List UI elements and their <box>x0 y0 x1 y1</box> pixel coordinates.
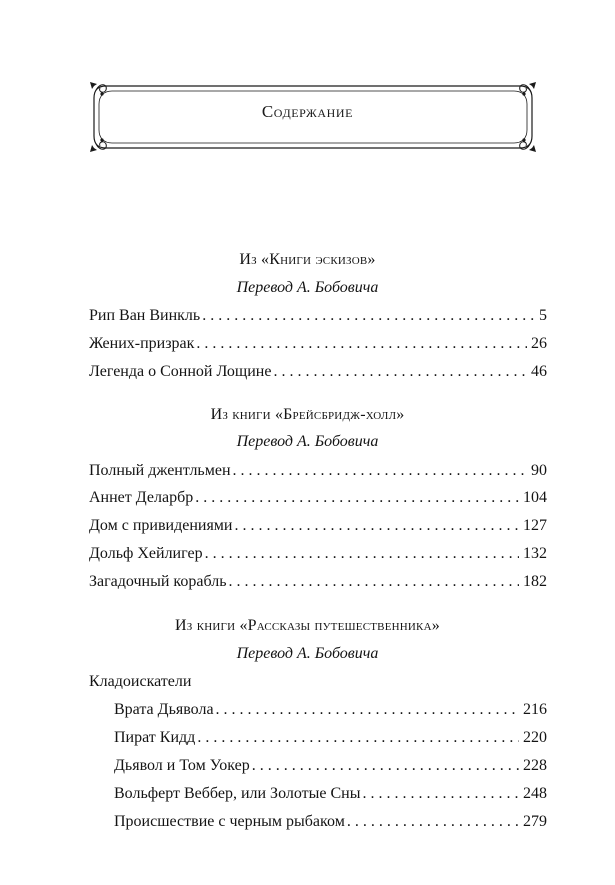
toc-entry-page: 182 <box>523 573 547 590</box>
toc-entry-title: Дом с привидениями <box>89 517 233 534</box>
toc-entry[interactable] <box>89 517 547 539</box>
leader-dots <box>347 813 519 831</box>
toc-entry[interactable] <box>89 462 547 484</box>
toc-entry-title: Жених-призрак <box>89 335 195 352</box>
toc-entry[interactable] <box>114 757 547 779</box>
toc-entry-title: Полный джентльмен <box>89 462 231 479</box>
toc-entry[interactable] <box>89 307 547 329</box>
section-title: Из книги «Рассказы путешественника» <box>175 617 440 634</box>
toc-entry-title: Вольферт Веббер, или Золотые Сны <box>114 785 361 802</box>
page-title: Содержание <box>261 102 354 121</box>
translator-credit: Перевод А. Бобовича <box>236 433 379 450</box>
toc-entry[interactable] <box>89 573 547 595</box>
toc-entry-page: 279 <box>523 813 547 830</box>
leader-dots <box>216 701 519 719</box>
toc-entry-page: 132 <box>523 545 547 562</box>
leader-dots <box>195 489 519 507</box>
toc-entry-title: Врата Дьявола <box>114 701 214 718</box>
translator-credit: Перевод А. Бобовича <box>236 645 379 662</box>
toc-entry[interactable] <box>114 785 547 807</box>
toc-entry-page: 228 <box>523 757 547 774</box>
toc-entry[interactable] <box>89 489 547 511</box>
toc-entry-title: Загадочный корабль <box>89 573 227 590</box>
toc-entry-page: 26 <box>531 335 547 352</box>
toc-entry-title: Дольф Хейлигер <box>89 545 203 562</box>
toc-entry-title: Пират Кидд <box>114 729 196 746</box>
leader-dots <box>197 729 519 747</box>
leader-dots <box>202 307 535 325</box>
leader-dots <box>362 785 519 803</box>
toc-entry-page: 5 <box>539 307 547 324</box>
toc-entry-page: 90 <box>531 462 547 479</box>
section-title: Из «Книги эскизов» <box>239 251 376 268</box>
toc-entry[interactable] <box>114 701 547 723</box>
toc-entry-title: Происшествие с черным рыбаком <box>114 813 345 830</box>
toc-entry-page: 216 <box>523 701 547 718</box>
leader-dots <box>273 363 527 381</box>
toc-entry-page: 127 <box>523 517 547 534</box>
leader-dots <box>196 335 527 353</box>
leader-dots <box>233 462 527 480</box>
toc-entry[interactable] <box>89 335 547 357</box>
leader-dots <box>205 545 519 563</box>
toc-entry[interactable] <box>114 729 547 751</box>
toc-entry[interactable] <box>89 545 547 567</box>
toc-group-label[interactable]: Кладоискатели <box>89 673 192 690</box>
toc-entry-page: 220 <box>523 729 547 746</box>
toc-entry-page: 248 <box>523 785 547 802</box>
toc-entry-title: Аннет Деларбр <box>89 489 194 506</box>
toc-entry-title: Дьявол и Том Уокер <box>114 757 250 774</box>
toc-entry[interactable] <box>114 813 547 835</box>
translator-credit: Перевод А. Бобовича <box>236 279 379 296</box>
toc-entry-title: Рип Ван Винкль <box>89 307 201 324</box>
toc-entry-page: 46 <box>531 363 547 380</box>
leader-dots <box>235 517 520 535</box>
toc-entry-title: Легенда о Сонной Лощине <box>89 363 272 380</box>
leader-dots <box>229 573 519 591</box>
toc-entry-page: 104 <box>523 489 547 506</box>
toc-entry[interactable] <box>89 363 547 385</box>
leader-dots <box>252 757 519 775</box>
section-title: Из книги «Брейсбридж-холл» <box>210 406 405 423</box>
